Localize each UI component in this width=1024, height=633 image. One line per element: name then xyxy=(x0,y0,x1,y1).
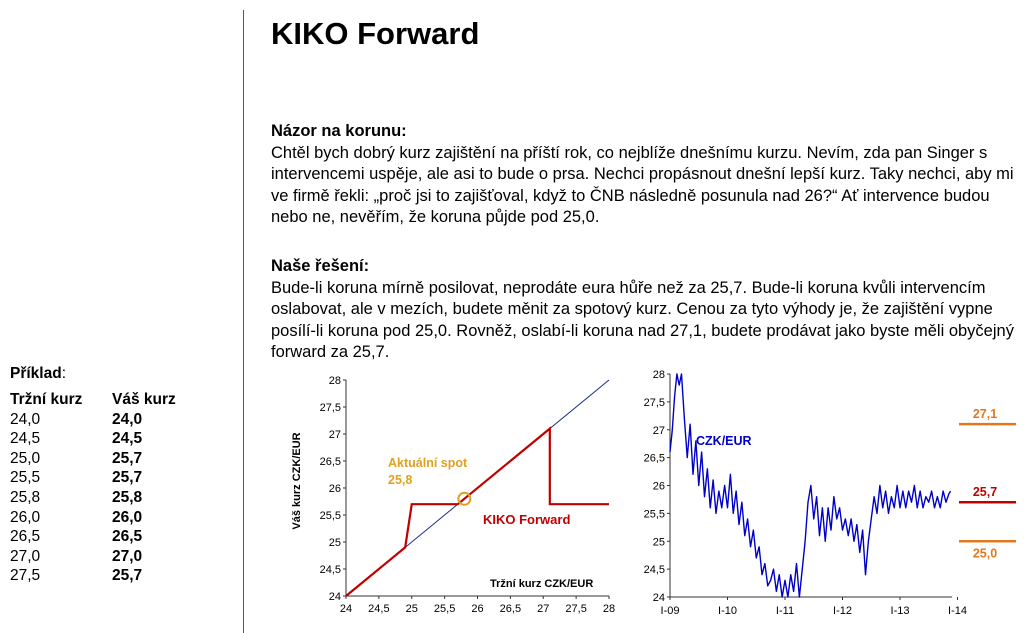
x-tick-label: I-11 xyxy=(775,605,795,617)
solution-heading: Naše řešení: xyxy=(271,257,370,275)
table-row xyxy=(10,468,176,488)
example-panel xyxy=(10,364,210,586)
y-tick-label: 27,5 xyxy=(643,396,665,409)
x-axis-title: Tržní kurz CZK/EUR xyxy=(490,578,594,590)
table-row xyxy=(10,410,176,430)
y-tick-label: 28 xyxy=(328,375,341,387)
table-row xyxy=(10,508,176,528)
x-tick-label: 26 xyxy=(471,603,484,615)
market-rate-cell: 24,5 xyxy=(10,430,41,448)
x-tick-label: I-13 xyxy=(890,605,910,617)
table-row xyxy=(10,527,176,547)
your-rate-cell: 25,7 xyxy=(112,567,143,585)
y-tick-label: 25 xyxy=(652,536,665,549)
solution-section xyxy=(271,256,1016,364)
y-tick-label: 27 xyxy=(652,424,665,437)
opinion-section xyxy=(271,121,1016,229)
your-rate-cell: 27,0 xyxy=(112,547,143,565)
opinion-text: Chtěl bych dobrý kurz zajištění na příští rok, co nejblíže dnešnímu kurzu. Nevím, zda pan Singer s intervencemi uspěje, ale asi to bude o prsa. Nechci propásnout dnešní lepší kurz. Taky nechci, aby mi ve firmě řekli: „proč jsi to zajišťoval, když to ČNB následně posunula nad 26?“ Ať intervence budou nebo ne, nevěřím, že koruna půjde pod 25,0. xyxy=(271,143,1014,226)
your-rate-cell: 24,5 xyxy=(112,430,143,448)
table-row xyxy=(10,566,176,586)
your-rate-cell: 25,7 xyxy=(112,449,143,467)
example-header-market: Tržní kurz xyxy=(10,391,83,408)
market-rate-cell: 27,0 xyxy=(10,547,41,565)
payoff-chart xyxy=(270,368,630,630)
market-rate-cell: 24,0 xyxy=(10,410,41,428)
x-tick-label: 27 xyxy=(537,603,550,615)
y-tick-label: 26 xyxy=(328,483,341,495)
your-rate-cell: 25,7 xyxy=(112,469,143,487)
example-header-yours: Váš kurz xyxy=(112,391,176,408)
history-chart xyxy=(630,368,1022,630)
table-row xyxy=(10,488,176,508)
y-tick-label: 28 xyxy=(652,369,665,381)
x-tick-label: 28 xyxy=(602,603,616,615)
y-tick-label: 24 xyxy=(652,592,665,604)
market-rate-cell: 27,5 xyxy=(10,567,41,585)
y-tick-label: 24,5 xyxy=(319,564,341,576)
x-tick-label: 24 xyxy=(339,603,353,615)
y-tick-label: 26 xyxy=(652,480,665,493)
y-tick-label: 25,5 xyxy=(319,510,341,522)
market-rate-cell: 25,0 xyxy=(10,449,41,467)
page-title: KIKO Forward xyxy=(271,16,480,51)
level-label: 25,0 xyxy=(972,546,998,561)
your-rate-cell: 24,0 xyxy=(112,410,143,428)
y-tick-label: 26,5 xyxy=(319,456,341,468)
x-tick-label: I-12 xyxy=(833,605,852,617)
solution-text: Bude-li koruna mírně posilovat, neprodáte eura hůře než za 25,7. Bude-li koruna kvůli intervencím oslabovat, ale v mezích, budete měnit za spotový kurz. Cenou za tyto výhody je, že zajištění vypne posílí-li koruna pod 25,0. Rovněž, oslabí-li koruna nad 27,1, budete prodávat jako byste měli obyčejný forward za 25,7. xyxy=(271,278,1014,361)
y-tick-label: 25 xyxy=(328,537,341,549)
y-tick-label: 27 xyxy=(328,429,341,441)
x-tick-label: I-14 xyxy=(948,605,967,617)
example-label-colon: : xyxy=(61,365,67,382)
x-tick-label: 25 xyxy=(405,603,418,615)
your-rate-cell: 26,5 xyxy=(112,528,143,546)
example-label xyxy=(10,364,210,384)
y-tick-label: 26,5 xyxy=(643,452,665,465)
your-rate-cell: 25,8 xyxy=(112,488,143,506)
y-tick-label: 25,5 xyxy=(643,508,665,521)
table-row xyxy=(10,547,176,567)
your-rate-cell: 26,0 xyxy=(112,508,143,526)
x-tick-label: 27,5 xyxy=(565,603,587,615)
spot-value-label: 25,8 xyxy=(388,473,413,487)
example-label-text: Příklad xyxy=(10,365,62,382)
table-row xyxy=(10,449,176,469)
y-tick-label: 24,5 xyxy=(643,564,665,577)
table-row xyxy=(10,429,176,449)
x-tick-label: 26,5 xyxy=(499,603,522,615)
opinion-heading: Názor na korunu: xyxy=(271,122,407,140)
spot-label: Aktuální spot xyxy=(388,456,468,470)
kiko-series-label: KIKO Forward xyxy=(483,512,571,527)
series-line-czk-eur xyxy=(670,374,951,597)
example-header-row xyxy=(10,390,176,410)
market-rate-cell: 26,0 xyxy=(10,508,41,526)
x-tick-label: 25,5 xyxy=(433,603,456,615)
market-rate-cell: 26,5 xyxy=(10,528,41,546)
x-tick-label: I-09 xyxy=(660,605,680,617)
level-label: 25,7 xyxy=(972,485,998,500)
series-label: CZK/EUR xyxy=(696,434,752,448)
market-rate-cell: 25,5 xyxy=(10,469,41,487)
market-rate-cell: 25,8 xyxy=(10,488,41,506)
x-tick-label: I-10 xyxy=(718,605,737,617)
x-tick-label: 24,5 xyxy=(368,603,390,615)
example-table xyxy=(10,390,176,586)
y-tick-label: 27,5 xyxy=(319,402,341,414)
y-axis-title: Váš kurz CZK/EUR xyxy=(291,432,303,530)
level-label: 27,1 xyxy=(972,407,998,422)
y-tick-label: 24 xyxy=(328,591,341,603)
vertical-divider xyxy=(243,10,244,633)
